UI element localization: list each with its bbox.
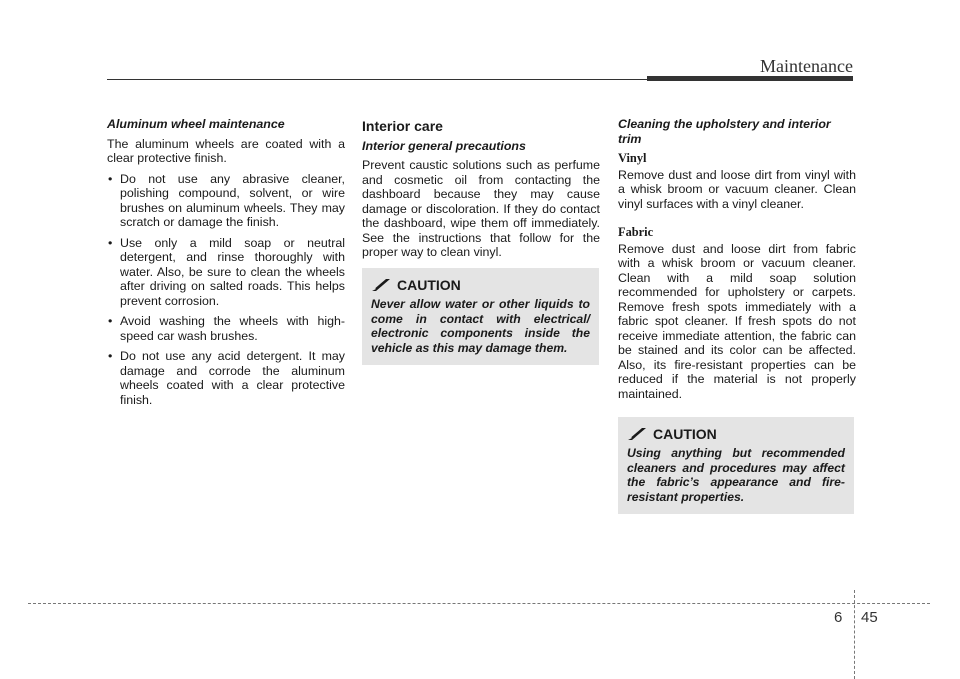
column-interior-care bbox=[362, 117, 600, 260]
page-number: 45 bbox=[861, 609, 878, 626]
list-item: • Avoid washing the wheels with high-speed car wash brushes. bbox=[108, 314, 345, 343]
caution-box-liquids bbox=[362, 268, 599, 365]
column-aluminum-wheels bbox=[107, 117, 345, 413]
caution-text: Never allow water or other liquids to come in contact with electrical/ electronic components inside the vehicle as this may damage them. bbox=[371, 297, 590, 355]
header-rule-thick bbox=[647, 76, 853, 81]
caution-label: CAUTION bbox=[397, 277, 461, 293]
bullet-icon: • bbox=[108, 235, 113, 250]
caution-label: CAUTION bbox=[653, 426, 717, 442]
paragraph: Prevent caustic solutions such as perfume and cosmetic oil from contacting the dashboard because they may cause damage or discoloration. If they do contact the dashboard, wipe them off immediately. See the instructions that follow for the proper way to clean vinyl. bbox=[362, 158, 600, 259]
section-subheading: Cleaning the upholstery and interior trim bbox=[618, 117, 831, 146]
paragraph: The aluminum wheels are coated with a clear protective finish. bbox=[107, 136, 345, 165]
column-upholstery bbox=[618, 117, 856, 401]
section-subheading: Aluminum wheel maintenance bbox=[107, 117, 285, 131]
bullet-icon: • bbox=[108, 171, 113, 186]
section-subheading: Interior general precautions bbox=[362, 138, 526, 153]
caution-box-fabric bbox=[618, 417, 854, 514]
bullet-icon: • bbox=[108, 314, 113, 328]
list-item: • Do not use any acid detergent. It may damage and corrode the aluminum wheels coated with a clear protective finish. bbox=[108, 349, 345, 407]
caution-pencil-icon bbox=[627, 427, 647, 441]
chapter-number: 6 bbox=[834, 609, 843, 626]
caution-pencil-icon bbox=[371, 278, 391, 292]
header-rule-thin bbox=[107, 79, 647, 80]
footer-vertical-divider bbox=[854, 590, 855, 679]
caution-text: Using anything but recommended cleaners and procedures may affect the fabric’s appearance and fire-resistant properties. bbox=[627, 446, 845, 504]
page-header-title: Maintenance bbox=[760, 56, 853, 76]
footer-divider bbox=[28, 603, 930, 604]
list-item: • Do not use any abrasive cleaner, polishing compound, solvent, or wire brushes on aluminum wheels. They may scratch or damage the finish. bbox=[108, 171, 345, 229]
bullet-icon: • bbox=[108, 349, 113, 363]
fabric-heading: Fabric bbox=[618, 225, 654, 239]
section-heading: Interior care bbox=[362, 118, 443, 134]
vinyl-heading: Vinyl bbox=[618, 151, 647, 165]
bullet-list bbox=[107, 172, 345, 408]
vinyl-paragraph: Remove dust and loose dirt from vinyl with a whisk broom or vacuum cleaner. Clean vinyl surfaces with a vinyl cleaner. bbox=[618, 167, 856, 211]
list-item: • Use only a mild soap or neutral detergent, and rinse thoroughly with water. Also, be sure to clean the wheels after driving on salted roads. This helps prevent corrosion. bbox=[108, 235, 345, 308]
fabric-paragraph: Remove dust and loose dirt from fabric with a whisk broom or vacuum cleaner. Clean with a mild soap solution recommended for upholstery or carpets. Remove fresh spots immediately with a fabric spot cleaner. If fresh spots do not receive immediate attention, the fabric can be stained and its color can be affected. Also, its fire-resistant properties can be reduced if the material is not properly maintained. bbox=[618, 241, 856, 401]
